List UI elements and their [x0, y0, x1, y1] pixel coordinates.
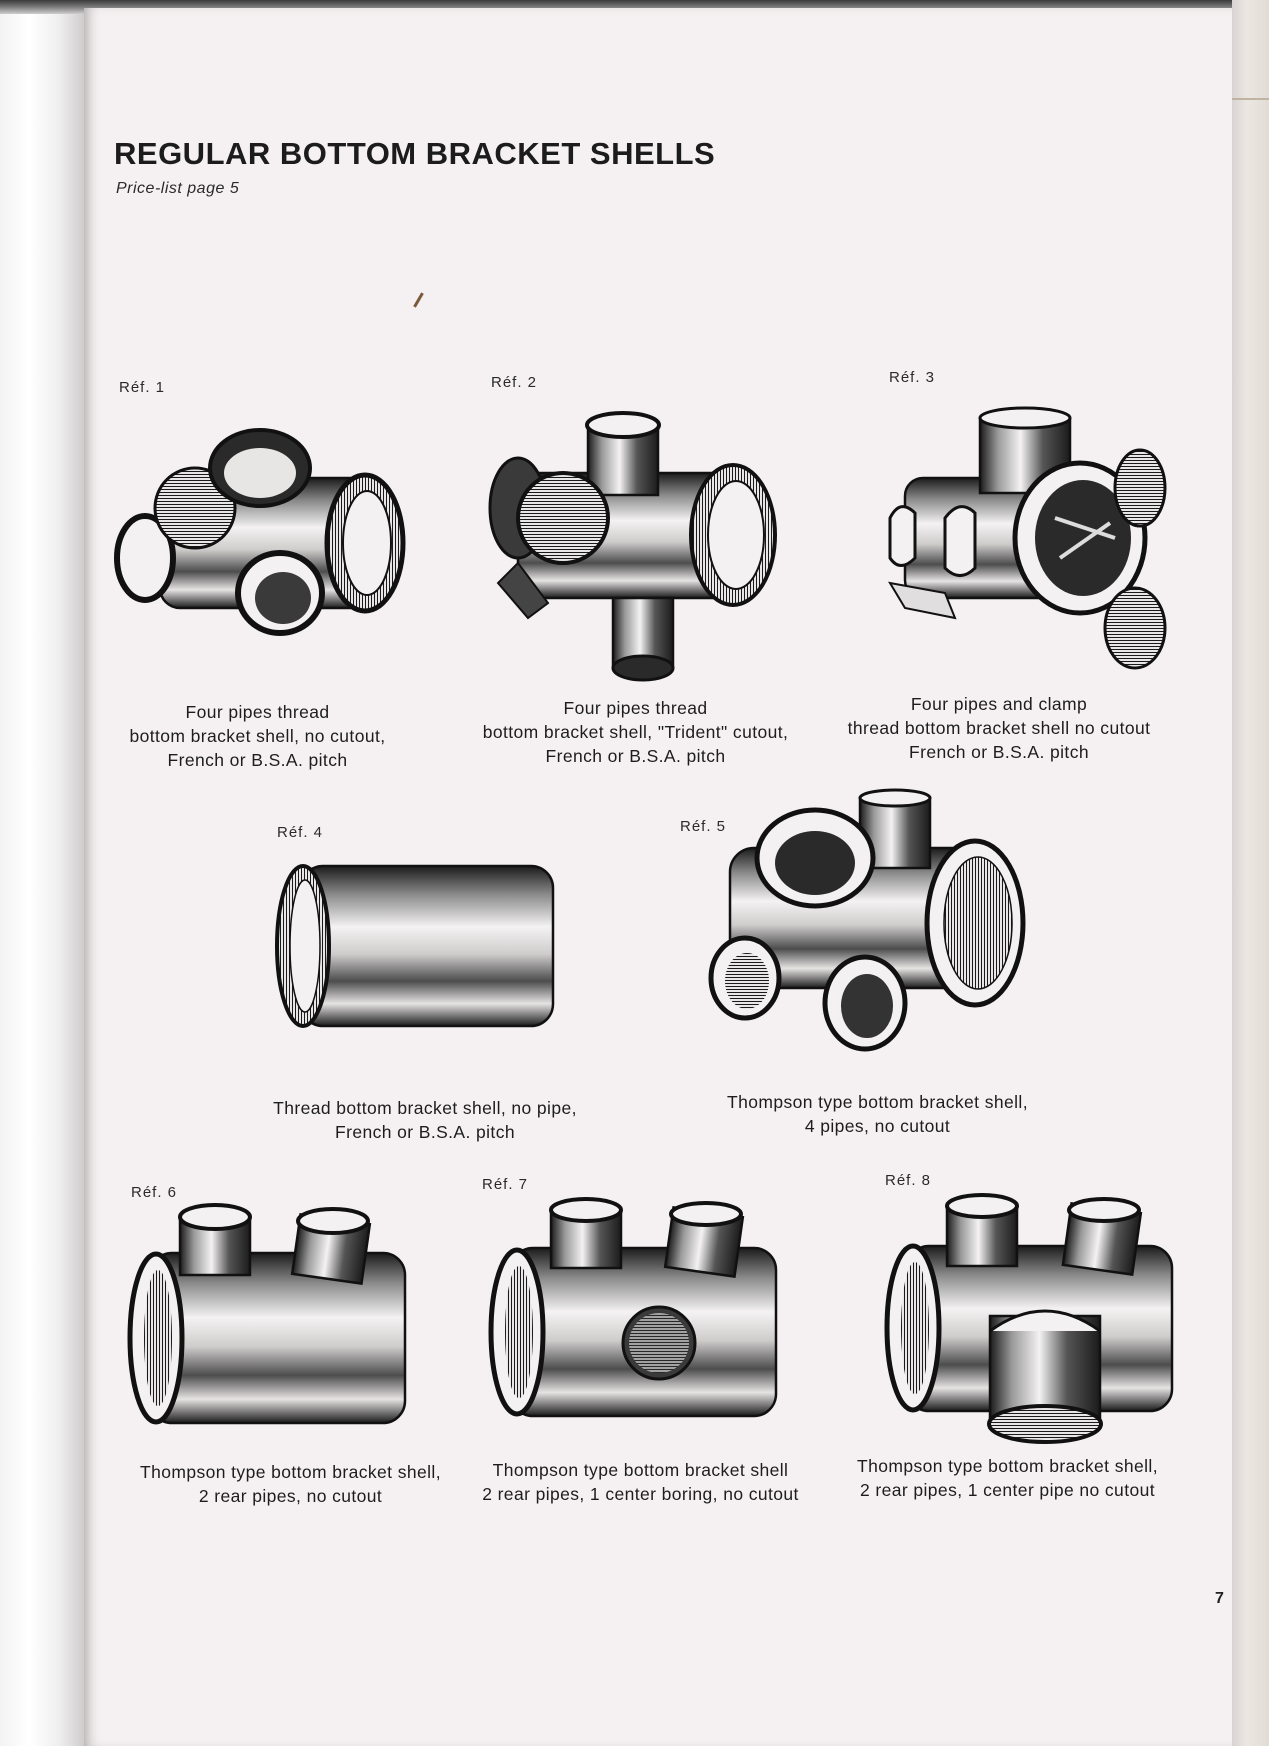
shell-ref-3-caption: Four pipes and clamp thread bottom bracket shell no cutout French or B.S.A. pitch [847, 694, 1151, 762]
shell-ref-1-caption: Four pipes thread bottom bracket shell, no cutout, French or B.S.A. pitch [129, 702, 386, 770]
ref-label: Réf. 2 [491, 374, 538, 391]
shell-ref-6-caption: Thompson type bottom bracket shell, 2 rear pipes, no cutout [140, 1462, 441, 1506]
ref-label: Réf. 1 [119, 379, 166, 396]
shell-ref-1-illustration [115, 428, 410, 673]
binding-spine [0, 14, 84, 1746]
shell-ref-7-illustration [489, 1200, 784, 1420]
shell-ref-2-illustration [488, 413, 778, 678]
shell-ref-2-caption: Four pipes thread bottom bracket shell, "Trident" cutout, French or B.S.A. pitch [482, 698, 789, 766]
page-number: 7 [1215, 1590, 1224, 1607]
shell-ref-8-caption: Thompson type bottom bracket shell, 2 rear pipes, 1 center pipe no cutout [857, 1456, 1158, 1500]
shell-ref-4-illustration [273, 860, 568, 1035]
shell-ref-4-caption: Thread bottom bracket shell, no pipe, French or B.S.A. pitch [273, 1098, 577, 1142]
page-title: REGULAR BOTTOM BRACKET SHELLS [114, 136, 716, 171]
ref-label: Réf. 8 [885, 1172, 932, 1189]
ref-label: Réf. 6 [131, 1184, 178, 1201]
ref-label: Réf. 5 [680, 818, 727, 835]
ref-label: Réf. 7 [482, 1176, 529, 1193]
shell-ref-8-illustration [885, 1196, 1180, 1446]
next-page-edge [1232, 0, 1269, 1746]
ref-label: Réf. 3 [889, 369, 936, 386]
shell-ref-7-caption: Thompson type bottom bracket shell 2 rear pipes, 1 center boring, no cutout [482, 1460, 799, 1504]
ref-label: Réf. 4 [277, 824, 324, 841]
price-list-reference: Price-list page 5 [116, 180, 240, 197]
shell-ref-5-caption: Thompson type bottom bracket shell, 4 pipes, no cutout [727, 1092, 1028, 1136]
shell-ref-6-illustration [128, 1203, 413, 1428]
shell-ref-3-illustration [885, 408, 1170, 678]
shell-ref-5-illustration [710, 793, 1035, 1073]
